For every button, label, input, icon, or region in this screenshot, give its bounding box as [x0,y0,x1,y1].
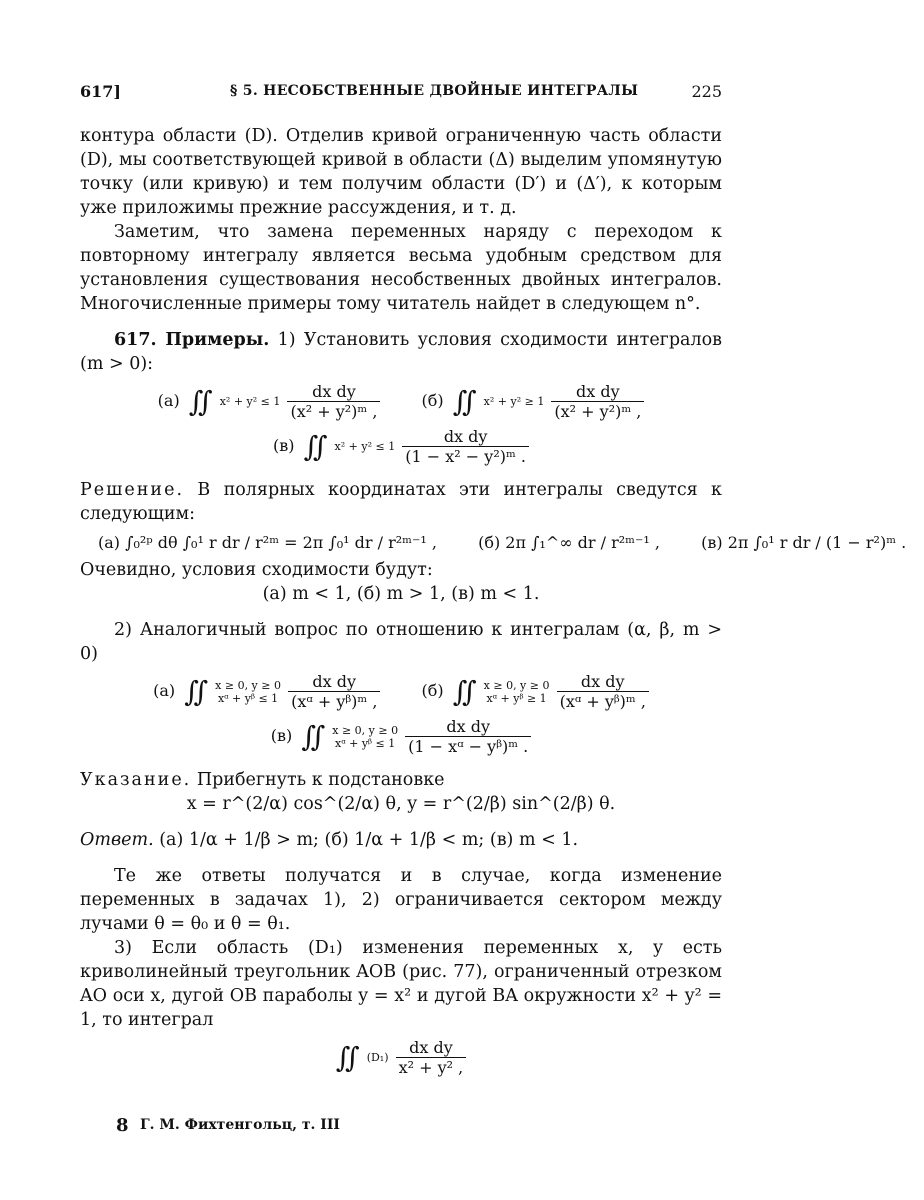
denominator: (1 − x² − y²)ᵐ . [402,446,529,466]
integration-region: (D₁) [366,1051,389,1064]
solution-label: Решение. [80,480,185,500]
header-page-number: 225 [691,82,722,101]
region-line: x ≥ 0, y ≥ 0 [483,678,550,692]
region-line: xᵅ + yᵝ ≤ 1 [217,691,279,705]
hint-label: Указание. [80,770,192,790]
paragraph: контура области (D). Отделив кривой ограниченную часть области (D), мы соответствующей кривой в области (Δ) выделим упомянутую точку (или кривую) и тем получим области (D′) и (Δ′), к которым уже приложимы прежние рассуждения, и т. д. [80,126,722,218]
example-heading: 617. Примеры. [114,330,270,350]
header-title: § 5. НЕСОБСТВЕННЫЕ ДВОЙНЫЕ ИНТЕГРАЛЫ [230,83,639,99]
denominator: (1 − xᵅ − yᵝ)ᵐ . [405,736,531,756]
integration-region: x² + y² ≤ 1 [219,395,281,408]
running-header [80,82,722,106]
formula-integral-2c [80,717,722,756]
example-task-2: 2) Аналогичный вопрос по отношению к интегралам (α, β, m > 0) [80,620,722,664]
formula-label: (а) [157,391,180,410]
answer-text: (а) 1/α + 1/β > m; (б) 1/α + 1/β < m; (в) m < 1. [159,830,579,850]
double-integral-sign: ∬ [303,429,328,463]
fraction [287,382,380,421]
region-line: x ≥ 0, y ≥ 0 [215,678,281,692]
integration-region [484,679,550,705]
final-integral [336,1038,466,1077]
formula-label: (б) [421,681,444,700]
fraction [396,1038,467,1077]
answer-paragraph [80,828,722,852]
formula-polar [80,532,907,552]
hint-text: Прибегнуть к подстановке [196,770,445,790]
formula-integrals-1 [80,382,722,421]
solution-text: В полярных координатах эти интегралы сведутся к следующим: [80,480,722,524]
fraction [288,672,380,711]
denominator: (x² + y²)ᵐ , [287,401,380,421]
integral-c [273,427,529,466]
answer-label: Ответ. [80,830,154,850]
paragraph: Очевидно, условия сходимости будут: [80,560,433,580]
substitution-formula: x = r^(2/α) cos^(2/α) θ, y = r^(2/β) sin^(2/β) θ. [186,794,616,814]
integral-2c [271,717,532,756]
polar-integral-b: (б) 2π ∫₁^∞ dr / r²ᵐ⁻¹ , [478,533,661,552]
numerator: dx dy [312,672,357,691]
numerator: dx dy [446,717,491,736]
numerator: dx dy [576,382,620,401]
paragraph: 3) Если область (D₁) изменения переменных x, y есть криволинейный треугольник AOB (рис. 77), ограниченный отрезком AO оси x, дугой OB параболы y = x² и дугой BA окружности x² + y² = 1, то интеграл [80,938,722,1030]
main-text [80,124,907,1083]
example-task-1 [80,328,722,376]
fraction [551,382,644,421]
numerator: dx dy [443,427,488,446]
numerator: dx dy [580,672,625,691]
task-text: 1) Установить условия сходимости интегралов (m > 0): [80,330,722,374]
denominator: (xᵅ + yᵝ)ᵐ , [288,691,380,711]
polar-integral-c: (в) 2π ∫₀¹ r dr / (1 − r²)ᵐ . [701,533,907,552]
double-integral-sign: ∬ [184,674,209,708]
solution-paragraph [80,478,722,526]
formula-label: (б) [421,391,444,410]
hint-paragraph [80,768,722,792]
numerator: dx dy [409,1038,453,1057]
integration-region [332,724,398,750]
paragraph: Заметим, что замена переменных наряду с переходом к повторному интегралу является весьма удобным средством для установления существования несобственных двойных интегралов. Многочисленные примеры тому читатель найдет в следующем n°. [80,222,722,314]
convergence-conditions: (а) m < 1, (б) m > 1, (в) m < 1. [262,584,540,604]
footer [116,1115,340,1136]
integration-region: x² + y² ≤ 1 [334,440,396,453]
denominator: x² + y² , [396,1057,467,1077]
double-integral-sign: ∬ [188,384,213,418]
formula-label: (в) [270,726,293,745]
integral-b [422,382,645,421]
integration-region [215,679,281,705]
fraction [405,717,531,756]
header-section-number: 617] [80,82,121,101]
formula-label: (а) [153,681,176,700]
fraction [402,427,529,466]
region-line: xᵅ + yᵝ ≤ 1 [335,736,396,750]
numerator: dx dy [312,382,356,401]
integral-2b [422,672,649,711]
double-integral-sign: ∬ [452,674,477,708]
integral-2a [153,672,380,711]
formula-integrals-2 [80,672,722,711]
polar-integral-a: (а) ∫₀²ᵖ dθ ∫₀¹ r dr / r²ᵐ = 2π ∫₀¹ dr / r²ᵐ⁻¹ , [98,533,437,552]
denominator: (x² + y²)ᵐ , [551,401,644,421]
double-integral-sign: ∬ [335,1040,360,1074]
region-line: xᵅ + yᵝ ≥ 1 [486,691,547,705]
denominator: (xᵅ + yᵝ)ᵐ , [557,691,649,711]
footer-text: Г. М. Фихтенгольц, т. III [140,1117,340,1133]
paragraph: Те же ответы получатся и в случае, когда изменение переменных в задачах 1), 2) ограничивается сектором между лучами θ = θ₀ и θ = θ₁. [80,866,722,934]
integral-a [158,382,381,421]
integration-region: x² + y² ≥ 1 [483,395,545,408]
double-integral-sign: ∬ [301,719,326,753]
formula-integral-c [80,427,722,466]
region-line: x ≥ 0, y ≥ 0 [332,723,399,737]
signature-number: 8 [116,1115,129,1136]
formula-label: (в) [273,436,295,455]
formula-final-integral [80,1038,722,1077]
fraction [557,672,649,711]
double-integral-sign: ∬ [452,384,477,418]
